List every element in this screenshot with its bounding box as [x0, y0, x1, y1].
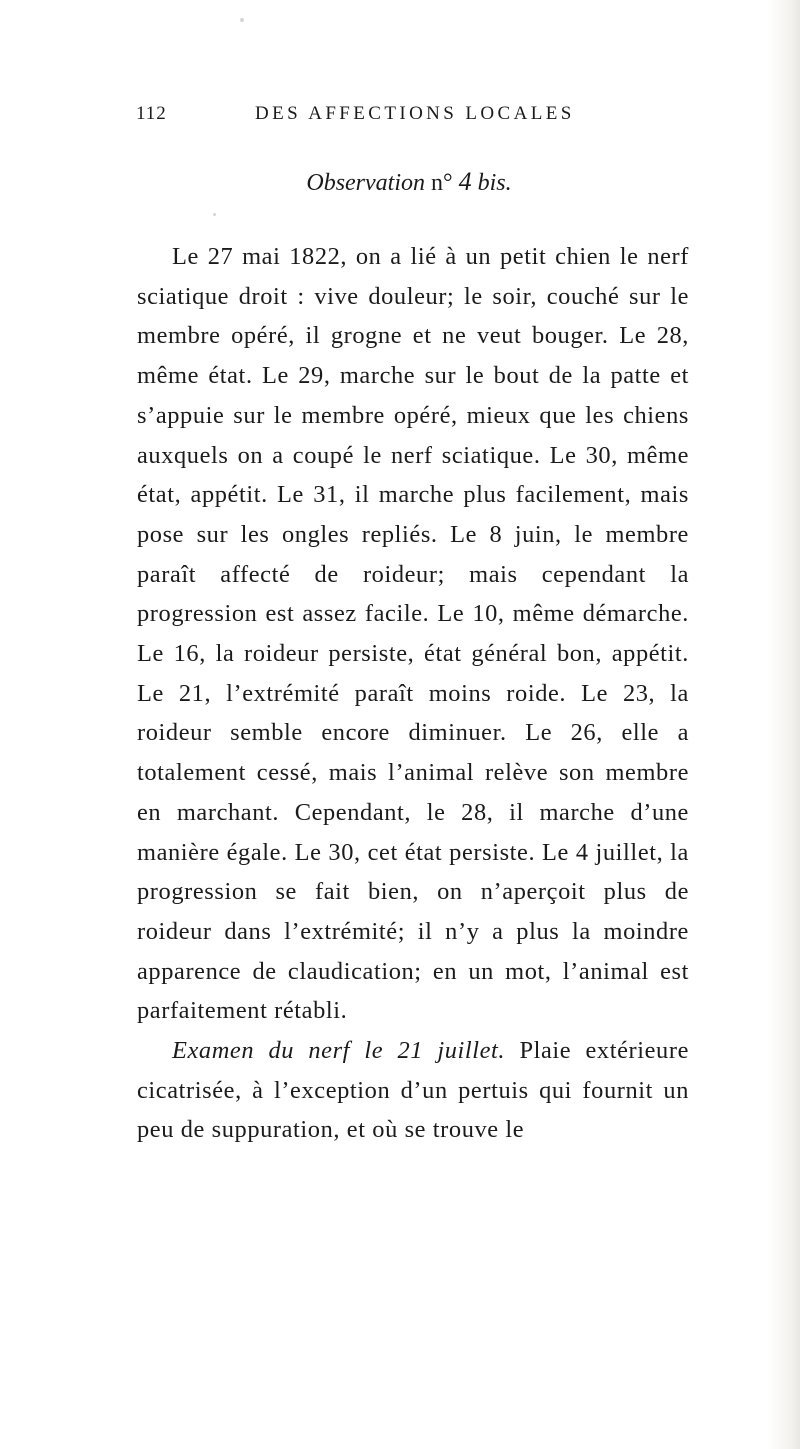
observation-number: 4: [458, 167, 472, 196]
observation-label: Observation: [306, 170, 426, 196]
running-header: [136, 103, 636, 133]
observation-suffix: bis.: [477, 170, 512, 196]
observation-number-sign: n°: [431, 170, 453, 196]
paragraph-text: Le 27 mai 1822, on a lié à un petit chien le nerf sciatique droit : vive douleur; le soir, couché sur le membre opéré, il grogne et ne veut bouger. Le 28, même état. Le 29, marche sur le bout de la patte et s’appuie sur le membre opéré, mieux que les chiens auxquels on a coupé le nerf sciatique. Le 30, même état, appétit. Le 31, il marche plus facilement, mais pose sur les ongles repliés. Le 8 juin, le membre paraît affecté de roideur; mais cependant la progression est assez facile. Le 10, même démarche. Le 16, la roideur persiste, état général bon, appétit. Le 21, l’extrémité paraît moins roide. Le 23, la roideur semble encore diminuer. Le 26, elle a totalement cessé, mais l’animal relève son membre en marchant. Cependant, le 28, il marche d’une manière égale. Le 30, cet état persiste. Le 4 juillet, la progression se fait bien, on n’aperçoit plus de roideur dans l’extrémité; il n’y a plus la moindre apparence de claudication; en un mot, l’animal est parfaitement rétabli.: [137, 243, 689, 1025]
body-text: [137, 237, 689, 1150]
page-number: 112: [136, 103, 167, 124]
paragraph-examination: [137, 1031, 689, 1150]
paragraph-observation: [137, 237, 689, 1031]
observation-heading: [0, 167, 800, 197]
paper-speck: [213, 213, 216, 216]
running-title: DES AFFECTIONS LOCALES: [255, 103, 575, 124]
paper-speck: [240, 18, 244, 22]
paragraph-italic-lead: Examen du nerf le 21 juillet.: [172, 1037, 506, 1065]
paragraph-text: Plaie extérieure cicatrisée, à l’exception d’un pertuis qui fournit un peu de suppuration, et où se trouve le: [137, 1037, 690, 1144]
